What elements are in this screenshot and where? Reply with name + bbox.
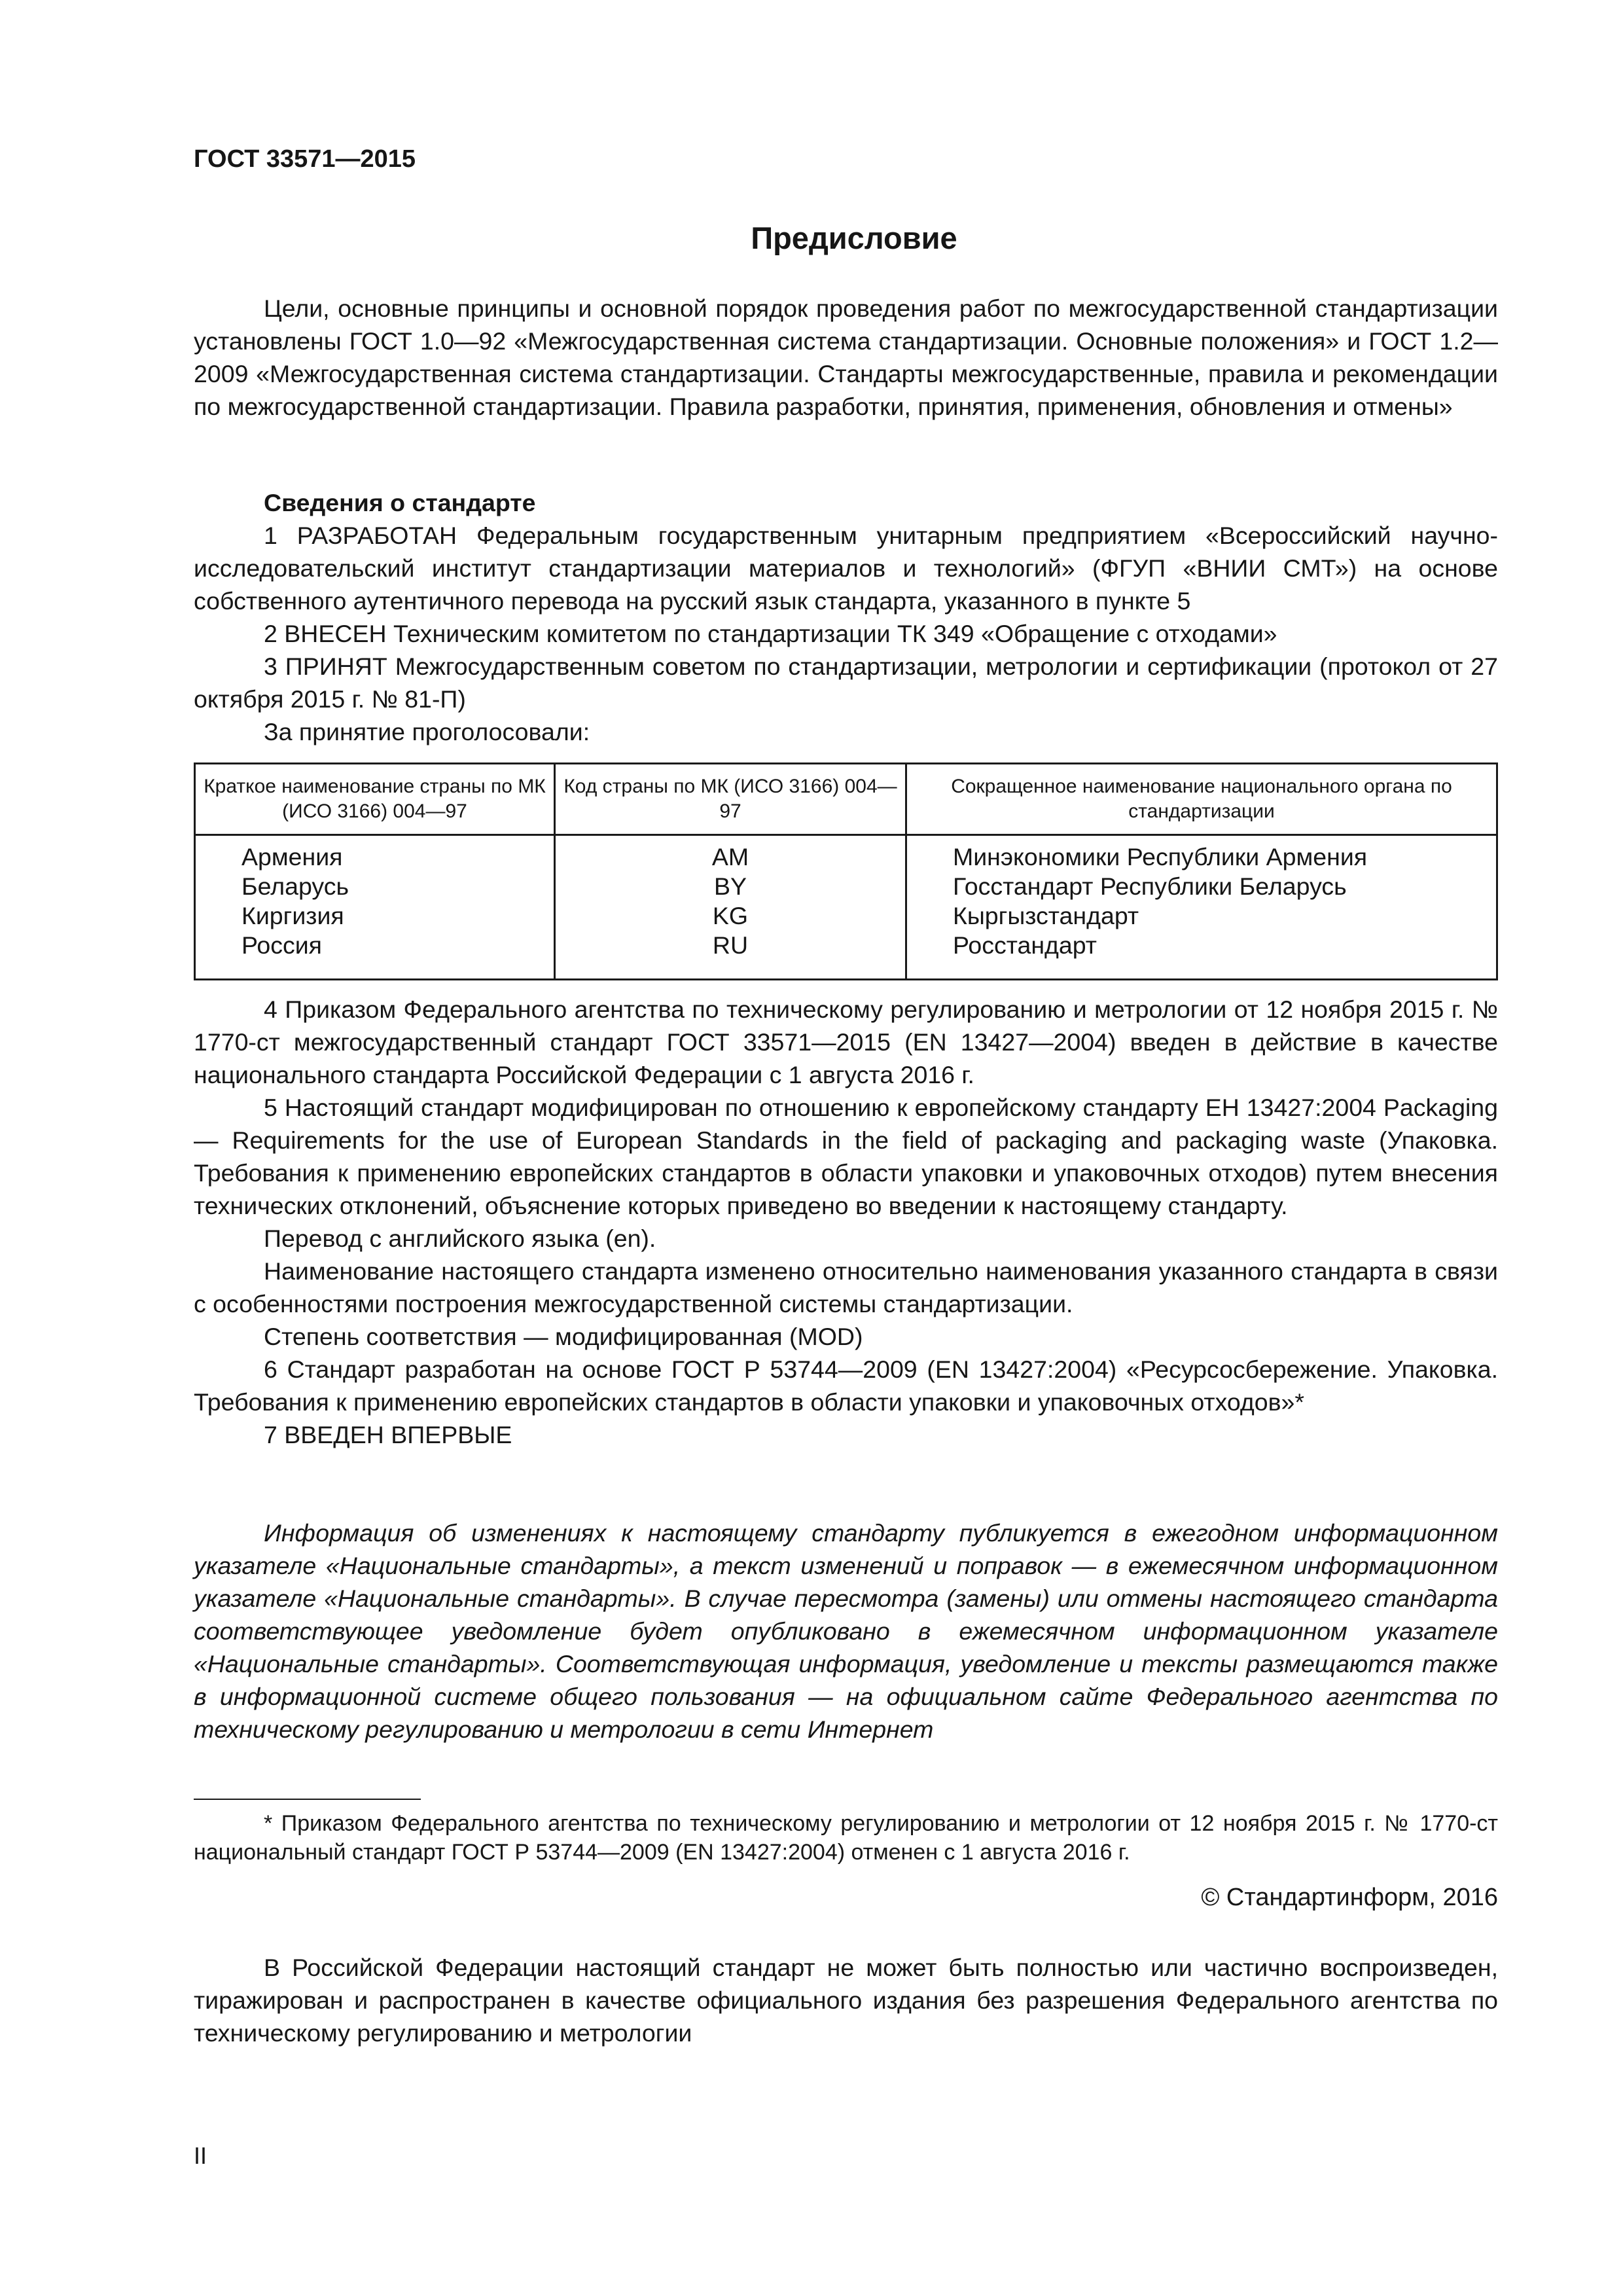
country-name: Россия [241, 931, 322, 959]
authority-name: Росстандарт [953, 931, 1097, 959]
table-cell-code [555, 835, 906, 980]
standard-info-heading: Сведения о стандарте [264, 489, 536, 516]
item-3-adopted: 3 ПРИНЯТ Межгосударственным советом по стандартизации, метрологии и сертификации (протокол от 27 октября 2015 г. № 81-П) [194, 653, 1498, 713]
intro-paragraph: Цели, основные принципы и основной порядок проведения работ по межгосударственной стандартизации установлены ГОСТ 1.0—92 «Межгосударственная система стандартизации. Основные положения» и ГОСТ 1.2—2009 «Межгосударственная система стандартизации. Стандарты межгосударственные, правила и рекомендации по межгосударственной стандартизации. Правила разработки, принятия, применения, обновления и отмены» [194, 295, 1498, 420]
standard-info-continued [194, 993, 1498, 1451]
table-cell-authority [906, 835, 1497, 980]
table-header-authority: Сокращенное наименование национального органа по стандартизации [906, 764, 1497, 835]
changes-notice-section [194, 1516, 1498, 1746]
item-1-developed: 1 РАЗРАБОТАН Федеральным государственным унитарным предприятием «Всероссийский научно-исследовательский институт стандартизации материалов и технологий» (ФГУП «ВНИИ СМТ») на основе собственного аутентичного перевода на русский язык стандарта, указанного в пункте 5 [194, 522, 1498, 615]
voting-countries-table [194, 762, 1498, 980]
item-5-name-change: Наименование настоящего стандарта изменено относительно наименования указанного стандарта в связи с особенностями построения межгосударственной системы стандартизации. [194, 1257, 1498, 1318]
item-5-translation: Перевод с английского языка (en). [264, 1225, 656, 1252]
copyright-line: © Стандартинформ, 2016 [1201, 1884, 1498, 1911]
authority-name: Госстандарт Республики Беларусь [953, 872, 1347, 900]
page-number: II [194, 2142, 207, 2169]
item-5-modified: 5 Настоящий стандарт модифицирован по отношению к европейскому стандарту ЕН 13427:2004 Packaging — Requirements for the use of European Standards in the field of packaging and packaging waste (Упаковка. Требования к применению европейских стандартов в области упаковки и упаковочных отходов) путем внесения технических отклонений, объяснение которых приведено во введении к настоящему стандарту. [194, 1094, 1498, 1219]
page-title: Предисловие [751, 221, 957, 255]
item-5-degree: Степень соответствия — модифицированная (MOD) [264, 1323, 863, 1350]
country-code: AM [711, 843, 749, 870]
standard-info-section [194, 486, 1498, 748]
authority-name: Кыргызстандарт [953, 902, 1139, 929]
document-code: ГОСТ 33571—2015 [194, 145, 416, 173]
item-2-submitted: 2 ВНЕСЕН Техническим комитетом по стандартизации ТК 349 «Обращение с отходами» [264, 620, 1277, 647]
table-cell-country [195, 835, 555, 980]
footnote-text: * Приказом Федерального агентства по техническому регулированию и метрологии от 12 ноября 2015 г. № 1770-ст национальный стандарт ГОСТ Р 53744—2009 (EN 13427:2004) отменен с 1 августа 2016 г. [194, 1811, 1498, 1865]
table-row [195, 835, 1497, 980]
footnote-divider [194, 1799, 421, 1800]
country-code: RU [712, 931, 749, 959]
table-header-row [195, 764, 1497, 835]
country-name: Киргизия [241, 902, 344, 929]
item-4-order: 4 Приказом Федерального агентства по техническому регулированию и метрологии от 12 ноября 2015 г. № 1770-ст межгосударственный стандарт ГОСТ 33571—2015 (EN 13427—2004) введен в действие в качестве национального стандарта Российской Федерации с 1 августа 2016 г. [194, 996, 1498, 1088]
table-header-code: Код страны по МК (ИСО 3166) 004—97 [555, 764, 906, 835]
item-6-basis: 6 Стандарт разработан на основе ГОСТ Р 53744—2009 (EN 13427:2004) «Ресурсосбережение. Упаковка. Требования к применению европейских стандартов в области упаковки и упаковочных отходов»* [194, 1355, 1498, 1416]
rights-notice: В Российской Федерации настоящий стандарт не может быть полностью или частично воспроизведен, тиражирован и распространен в качестве официального издания без разрешения Федерального агентства по техническому регулированию и метрологии [194, 1954, 1498, 2047]
intro-section [194, 292, 1498, 423]
item-7-introduced: 7 ВВЕДЕН ВПЕРВЫЕ [264, 1421, 512, 1448]
authority-name: Минэкономики Республики Армения [953, 843, 1368, 870]
rights-section [194, 1951, 1498, 2049]
country-name: Беларусь [241, 872, 349, 900]
table-header-country: Краткое наименование страны по МК (ИСО 3166) 004—97 [195, 764, 555, 835]
country-code: BY [713, 872, 747, 900]
footnote-section [194, 1809, 1498, 1867]
country-name: Армения [241, 843, 343, 870]
country-code: KG [712, 902, 749, 929]
voted-label: За принятие проголосовали: [264, 718, 590, 745]
changes-notice: Информация об изменениях к настоящему стандарту публикуется в ежегодном информационном указателе «Национальные стандарты», а текст изменений и поправок — в ежемесячном информационном указателе «Национальные стандарты». В случае пересмотра (замены) или отмены настоящего стандарта соответствующее уведомление будет опубликовано в ежемесячном информационном указателе «Национальные стандарты». Соответствующая информация, уведомление и тексты размещаются также в информационной системе общего пользования — на официальном сайте Федерального агентства по техническому регулированию и метрологии в сети Интернет [194, 1519, 1498, 1743]
